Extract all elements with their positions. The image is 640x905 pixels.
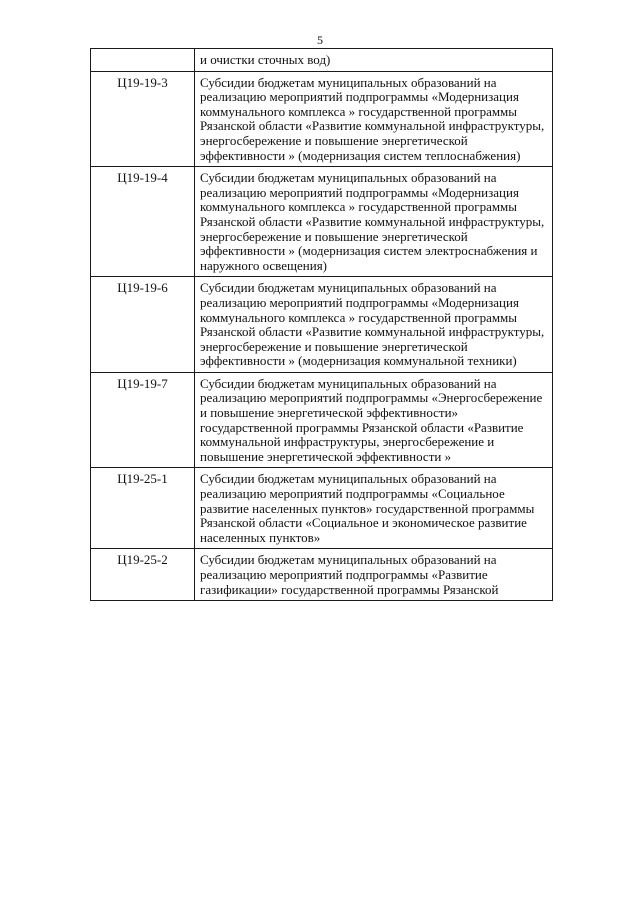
code-cell: Ц19-19-6 xyxy=(91,277,195,373)
code-cell: Ц19-25-2 xyxy=(91,549,195,601)
table-row xyxy=(91,71,553,167)
description-cell: Субсидии бюджетам муниципальных образований на реализацию мероприятий подпрограммы «Развитие газификации» государственной программы Рязанской xyxy=(195,549,553,601)
description-cell: Субсидии бюджетам муниципальных образований на реализацию мероприятий подпрограммы «Социальное развитие населенных пунктов» государственной программы Рязанской области «Социальное и экономическое развитие населенных пунктов» xyxy=(195,468,553,549)
budget-codes-table xyxy=(90,48,553,601)
description-cell: и очистки сточных вод) xyxy=(195,49,553,72)
code-cell: Ц19-25-1 xyxy=(91,468,195,549)
table-row xyxy=(91,49,553,72)
code-cell xyxy=(91,49,195,72)
code-cell: Ц19-19-3 xyxy=(91,71,195,167)
table-row xyxy=(91,549,553,601)
table-row xyxy=(91,277,553,373)
code-cell: Ц19-19-7 xyxy=(91,372,195,468)
table-row xyxy=(91,167,553,277)
description-cell: Субсидии бюджетам муниципальных образований на реализацию мероприятий подпрограммы «Модернизация коммунального комплекса » государственной программы Рязанской области «Развитие коммунальной инфраструктуры, энергосбережение и повышение энергетической эффективности » (модернизация систем электроснабжения и наружного освещения) xyxy=(195,167,553,277)
code-cell: Ц19-19-4 xyxy=(91,167,195,277)
description-cell: Субсидии бюджетам муниципальных образований на реализацию мероприятий подпрограммы «Модернизация коммунального комплекса » государственной программы Рязанской области «Развитие коммунальной инфраструктуры, энергосбережение и повышение энергетической эффективности » (модернизация коммунальной техники) xyxy=(195,277,553,373)
page-number: 5 xyxy=(317,33,323,47)
table-row xyxy=(91,468,553,549)
description-cell: Субсидии бюджетам муниципальных образований на реализацию мероприятий подпрограммы «Модернизация коммунального комплекса » государственной программы Рязанской области «Развитие коммунальной инфраструктуры, энергосбережение и повышение энергетической эффективности » (модернизация систем теплоснабжения) xyxy=(195,71,553,167)
description-cell: Субсидии бюджетам муниципальных образований на реализацию мероприятий подпрограммы «Энергосбережение и повышение энергетической эффективности» государственной программы Рязанской области «Развитие коммунальной инфраструктуры, энергосбережение и повышение энергетической эффективности » xyxy=(195,372,553,468)
table-row xyxy=(91,372,553,468)
